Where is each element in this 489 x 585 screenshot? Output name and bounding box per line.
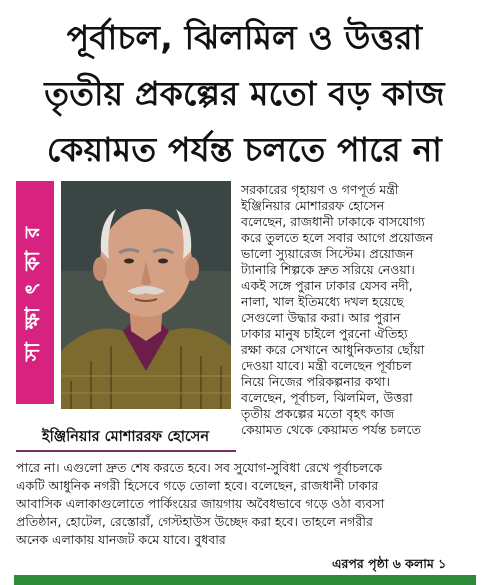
continued-notice: এরপর পৃষ্ঠা ৬ কলাম ১ xyxy=(332,556,447,571)
article-line: দেওয়া যাবে। মন্ত্রী বলেছেন পূর্বাচল xyxy=(241,358,412,373)
article-line: পারে না। এগুলো দ্রুত শেষ করতে হবে। সব সুযোগ-সুবিধা রেখে পূর্বাচলকে xyxy=(16,460,383,475)
article-line: সরকারের গৃহায়ণ ও গণপূর্ত মন্ত্রী xyxy=(241,182,399,197)
article-line: একই সঙ্গে পুরান ঢাকার যেসব নদী, xyxy=(241,278,413,293)
article-line: অনেক এলাকায় যানজট কমে যাবে। বুধবার xyxy=(16,532,226,547)
article-line: একটি আধুনিক নগরী হিসেবে গড়ে তোলা হবে। বলেছেন, রাজধানী ঢাকার xyxy=(16,478,379,493)
interview-sidebar xyxy=(16,181,54,404)
article-line: ইঞ্জিনিয়ার মোশাররফ হোসেন xyxy=(241,198,385,213)
article-line: সেগুলো উদ্ধার করা। আর পুরান xyxy=(241,310,401,325)
article-line: বলেছেন, রাজধানী ঢাকাকে বাসযোগ্য xyxy=(241,214,425,229)
article-line: ভালো স্যুয়ারেজ সিস্টেম। প্রয়োজন xyxy=(241,246,414,261)
headline-line-2: তৃতীয় প্রকল্পের মতো বড় কাজ xyxy=(44,74,445,113)
portrait-photo xyxy=(61,181,231,409)
caption-divider xyxy=(16,450,236,452)
article-line: নালা, খাল ইতিমধ্যে দখল হয়েছে xyxy=(241,294,404,309)
article-line: বলেছেন, পূর্বাচল, ঝিলমিল, উত্তরা xyxy=(241,390,413,405)
article-line: রক্ষা করে সেখানে আধুনিকতার ছোঁয়া xyxy=(241,342,425,357)
footer-bar xyxy=(14,575,476,585)
article-line: প্রতিষ্ঠান, হোটেল, রেস্তোরাঁ, গেস্টহাউস উচ্ছেদ করা হবে। তাহলে নগরীর xyxy=(16,514,373,529)
headline-line-1: পূর্বাচল, ঝিলমিল ও উত্তরা xyxy=(66,18,423,57)
portrait-illustration xyxy=(61,181,231,409)
article-line: নিয়ে নিজের পরিকল্পনার কথা। xyxy=(241,374,390,389)
photo-caption: ইঞ্জিনিয়ার মোশাররফ হোসেন xyxy=(42,429,209,445)
sidebar-label: সা ক্ষা ৎ কা র xyxy=(20,223,45,362)
article-line: কেয়ামত থেকে কেয়ামত পর্যন্ত চলতে xyxy=(241,422,421,437)
article-line: আবাসিক এলাকাগুলোতে পার্কিংয়ের জায়গায় অবৈধভাবে গড়ে ওঠা ব্যবসা xyxy=(16,496,385,511)
article-line: করে তুলতে হলে সবার আগে প্রয়োজন xyxy=(241,230,434,245)
article-line: তৃতীয় প্রকল্পের মতো বৃহৎ কাজ xyxy=(241,406,395,421)
headline-line-3: কেয়ামত পর্যন্ত চলতে পারে না xyxy=(46,130,443,169)
article-line: ট্যানারি শিল্পকে দ্রুত সরিয়ে নেওয়া। xyxy=(241,262,415,277)
article-line: ঢাকার মানুষ চাইলে পুরনো ঐতিহ্য xyxy=(241,326,408,341)
